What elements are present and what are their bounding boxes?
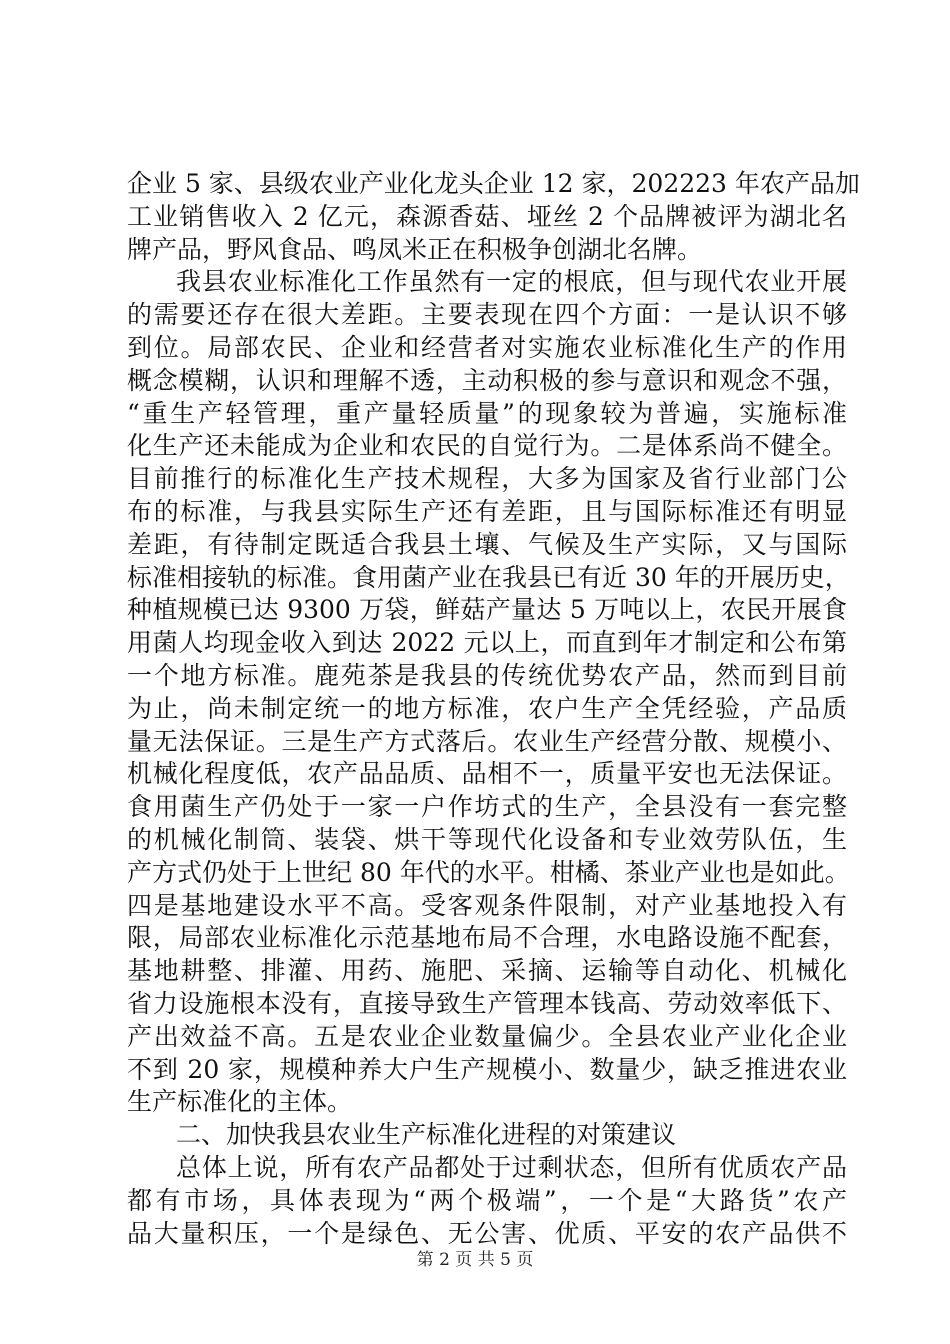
text-line: 都有市场，具体表现为“两个极端”，一个是“大路货”农产 xyxy=(127,1185,847,1215)
text-line: 标准相接轨的标准。食用菌产业在我县已有近 30 年的开展历史， xyxy=(127,562,850,592)
text-line: 不到 20 家，规模种养大户生产规模小、数量少，缺乏推进农业 xyxy=(127,1054,847,1084)
text-line: 工业销售收入 2 亿元，森源香菇、垭丝 2 个品牌被评为湖北名 xyxy=(127,201,847,231)
text-line: 用菌人均现金收入到达 2022 元以上，而直到年才制定和公布第 xyxy=(127,628,847,658)
text-line: 一个地方标准。鹿苑茶是我县的传统优势农产品，然而到目前 xyxy=(127,660,847,690)
text-line: 为止，尚未制定统一的地方标准，农户生产全凭经验，产品质 xyxy=(127,693,847,723)
text-line: 产方式仍处于上世纪 80 年代的水平。柑橘、茶业产业也是如此。 xyxy=(127,857,850,887)
text-line: 牌产品，野风食品、鸣凤米正在积极争创湖北名牌。 xyxy=(127,234,703,264)
text-line: 总体上说，所有农产品都处于过剩状态，但所有优质农产品 xyxy=(176,1152,847,1182)
text-line: 到位。局部农民、企业和经营者对实施农业标准化生产的作用 xyxy=(127,332,847,362)
section-heading: 二、加快我县农业生产标准化进程的对策建议 xyxy=(176,1120,677,1150)
text-line: 种植规模已达 9300 万袋，鲜菇产量达 5 万吨以上，农民开展食 xyxy=(127,595,847,625)
page-number-footer: 第 2 页 共 5 页 xyxy=(416,1250,534,1270)
text-line: 基地耕整、排灌、用药、施肥、采摘、运输等自动化、机械化 xyxy=(127,956,847,986)
text-line: 生产标准化的主体。 xyxy=(127,1087,353,1117)
text-line: 企业 5 家、县级农业产业化龙头企业 12 家，202223 年农产品加 xyxy=(127,169,860,198)
text-line: 的机械化制筒、装袋、烘干等现代化设备和专业效劳队伍，生 xyxy=(127,824,847,854)
text-line: 概念模糊，认识和理解不透，主动积极的参与意识和观念不强， xyxy=(127,365,847,395)
text-line: 量无法保证。三是生产方式落后。农业生产经营分散、规模小、 xyxy=(127,726,847,756)
text-line: 化生产还未能成为企业和农民的自觉行为。二是体系尚不健全。 xyxy=(127,431,847,461)
text-line: “重生产轻管理，重产量轻质量”的现象较为普遍，实施标准 xyxy=(127,398,847,428)
text-line: 机械化程度低，农产品品质、品相不一，质量平安也无法保证。 xyxy=(127,759,847,789)
text-line: 品大量积压，一个是绿色、无公害、优质、平安的农产品供不 xyxy=(127,1218,847,1248)
text-line: 差距，有待制定既适合我县土壤、气候及生产实际，又与国际 xyxy=(127,529,847,559)
text-line: 的需要还存在很大差距。主要表现在四个方面：一是认识不够 xyxy=(127,300,847,330)
text-line: 布的标准，与我县实际生产还有差距，且与国际标准还有明显 xyxy=(127,496,847,526)
text-line: 省力设施根本没有，直接导致生产管理本钱高、劳动效率低下、 xyxy=(127,988,847,1018)
body-text xyxy=(127,168,860,1250)
text-line: 限，局部农业标准化示范基地布局不合理，水电路设施不配套， xyxy=(127,923,847,953)
text-line: 食用菌生产仍处于一家一户作坊式的生产，全县没有一套完整 xyxy=(127,792,847,822)
text-line: 产出效益不高。五是农业企业数量偏少。全县农业产业化企业 xyxy=(127,1021,847,1051)
text-line: 我县农业标准化工作虽然有一定的根底，但与现代农业开展 xyxy=(176,267,847,297)
text-line: 四是基地建设水平不高。受客观条件限制，对产业基地投入有 xyxy=(127,890,847,920)
text-line: 目前推行的标准化生产技术规程，大多为国家及省行业部门公 xyxy=(127,464,847,494)
